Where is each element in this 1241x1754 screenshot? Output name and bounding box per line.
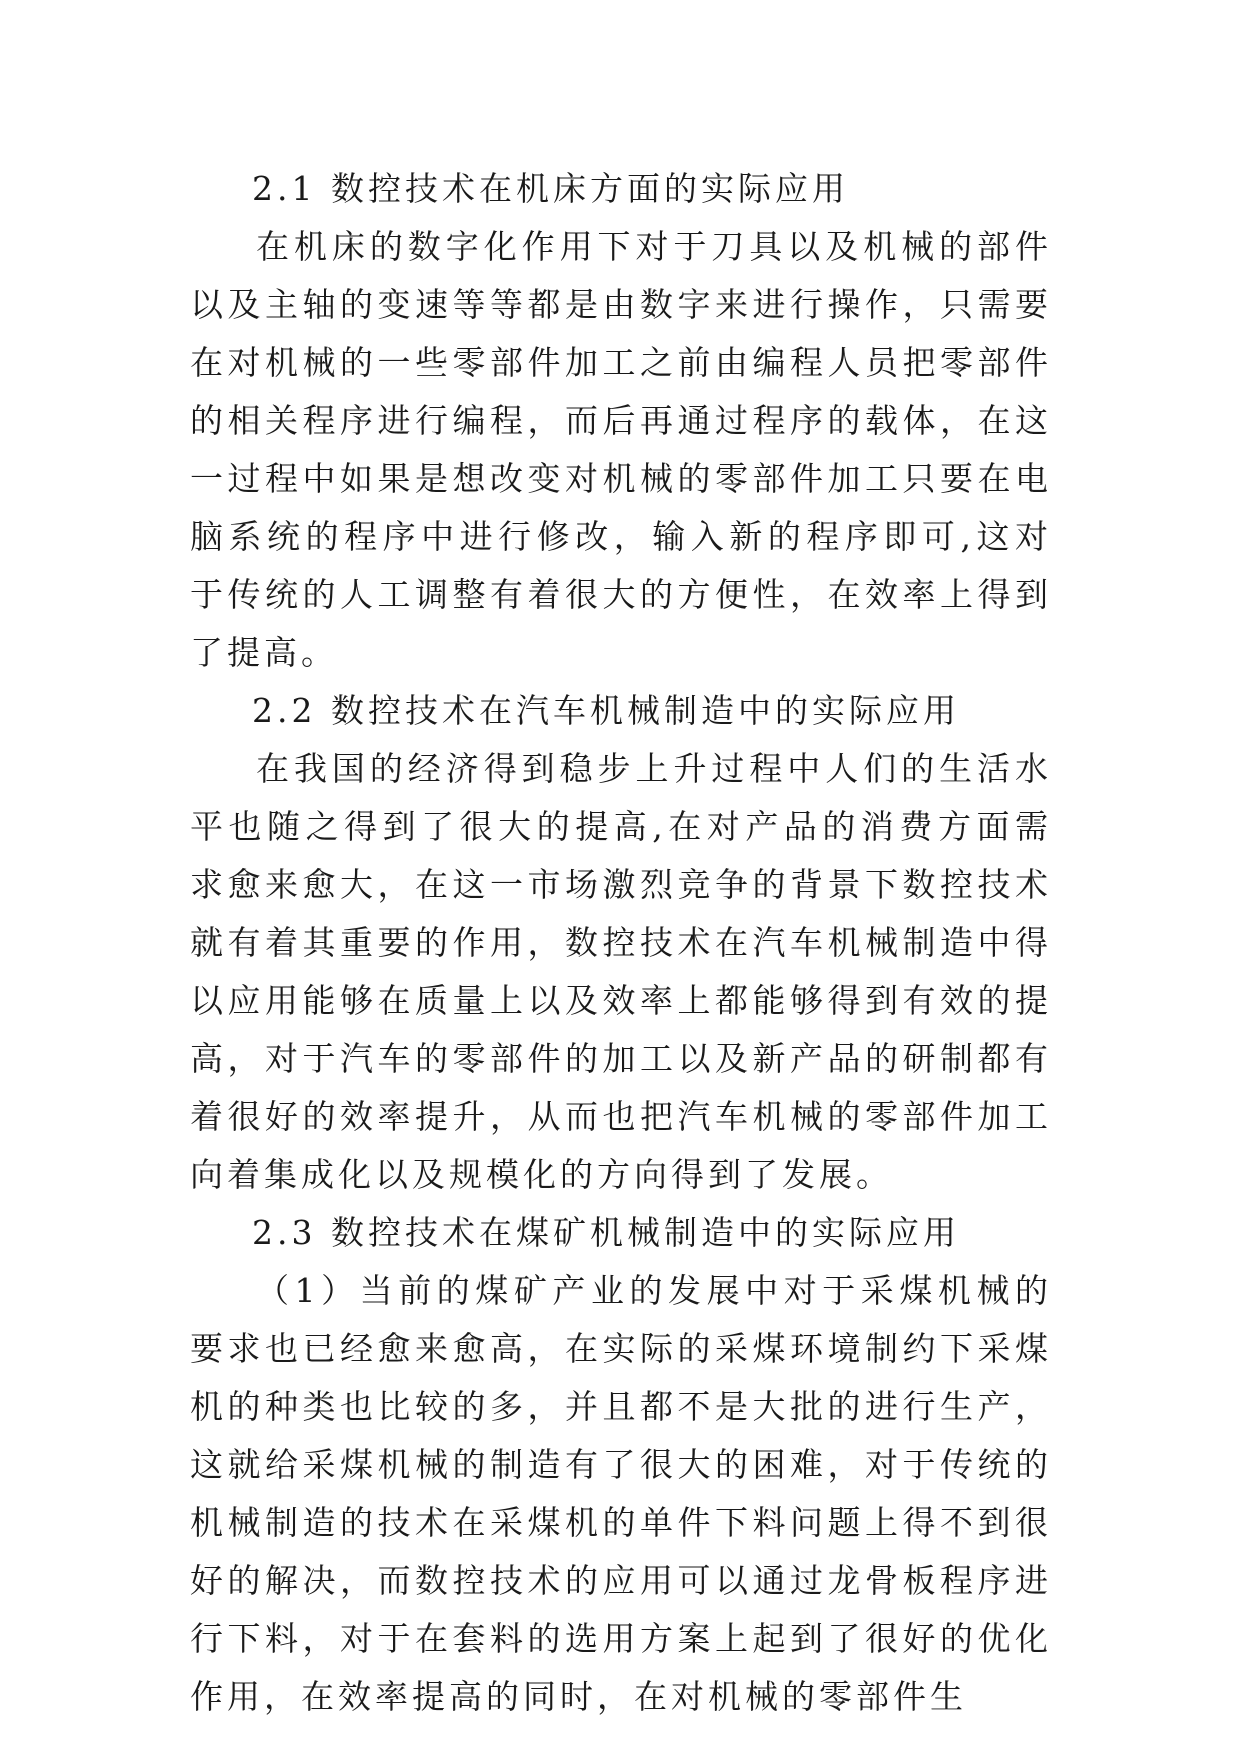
paragraph: 在机床的数字化作用下对于刀具以及机械的部件以及主轴的变速等等都是由数字来进行操作，只需要在对机械的一些零部件加工之前由编程人员把零部件的相关程序进行编程，而后再通过程序的载体，在这一过程中如果是想改变对机械的零部件加工只要在电脑系统的程序中进行修改，输入新的程序即可,这对于传统的人工调整有着很大的方便性，在效率上得到了提高。 [190,227,1052,672]
section-2-1 [190,160,1052,682]
section-2-3 [190,1204,1052,1726]
section-heading: 2.1 数控技术在机床方面的实际应用 [252,169,849,208]
document-body [190,160,1052,1726]
section-heading: 2.2 数控技术在汽车机械制造中的实际应用 [252,691,960,730]
paragraph: 在我国的经济得到稳步上升过程中人们的生活水平也随之得到了很大的提高,在对产品的消费方面需求愈来愈大，在这一市场激烈竞争的背景下数控技术就有着其重要的作用，数控技术在汽车机械制造中得以应用能够在质量上以及效率上都能够得到有效的提高，对于汽车的零部件的加工以及新产品的研制都有着很好的效率提升，从而也把汽车机械的零部件加工向着集成化以及规模化的方向得到了发展。 [190,749,1052,1194]
section-heading: 2.3 数控技术在煤矿机械制造中的实际应用 [252,1213,960,1252]
paragraph: （1）当前的煤矿产业的发展中对于采煤机械的要求也已经愈来愈高，在实际的采煤环境制约下采煤机的种类也比较的多，并且都不是大批的进行生产，这就给采煤机械的制造有了很大的困难，对于传统的机械制造的技术在采煤机的单件下料问题上得不到很好的解决，而数控技术的应用可以通过龙骨板程序进行下料，对于在套料的选用方案上起到了很好的优化作用，在效率提高的同时，在对机械的零部件生 [190,1271,1052,1716]
section-2-2 [190,682,1052,1204]
